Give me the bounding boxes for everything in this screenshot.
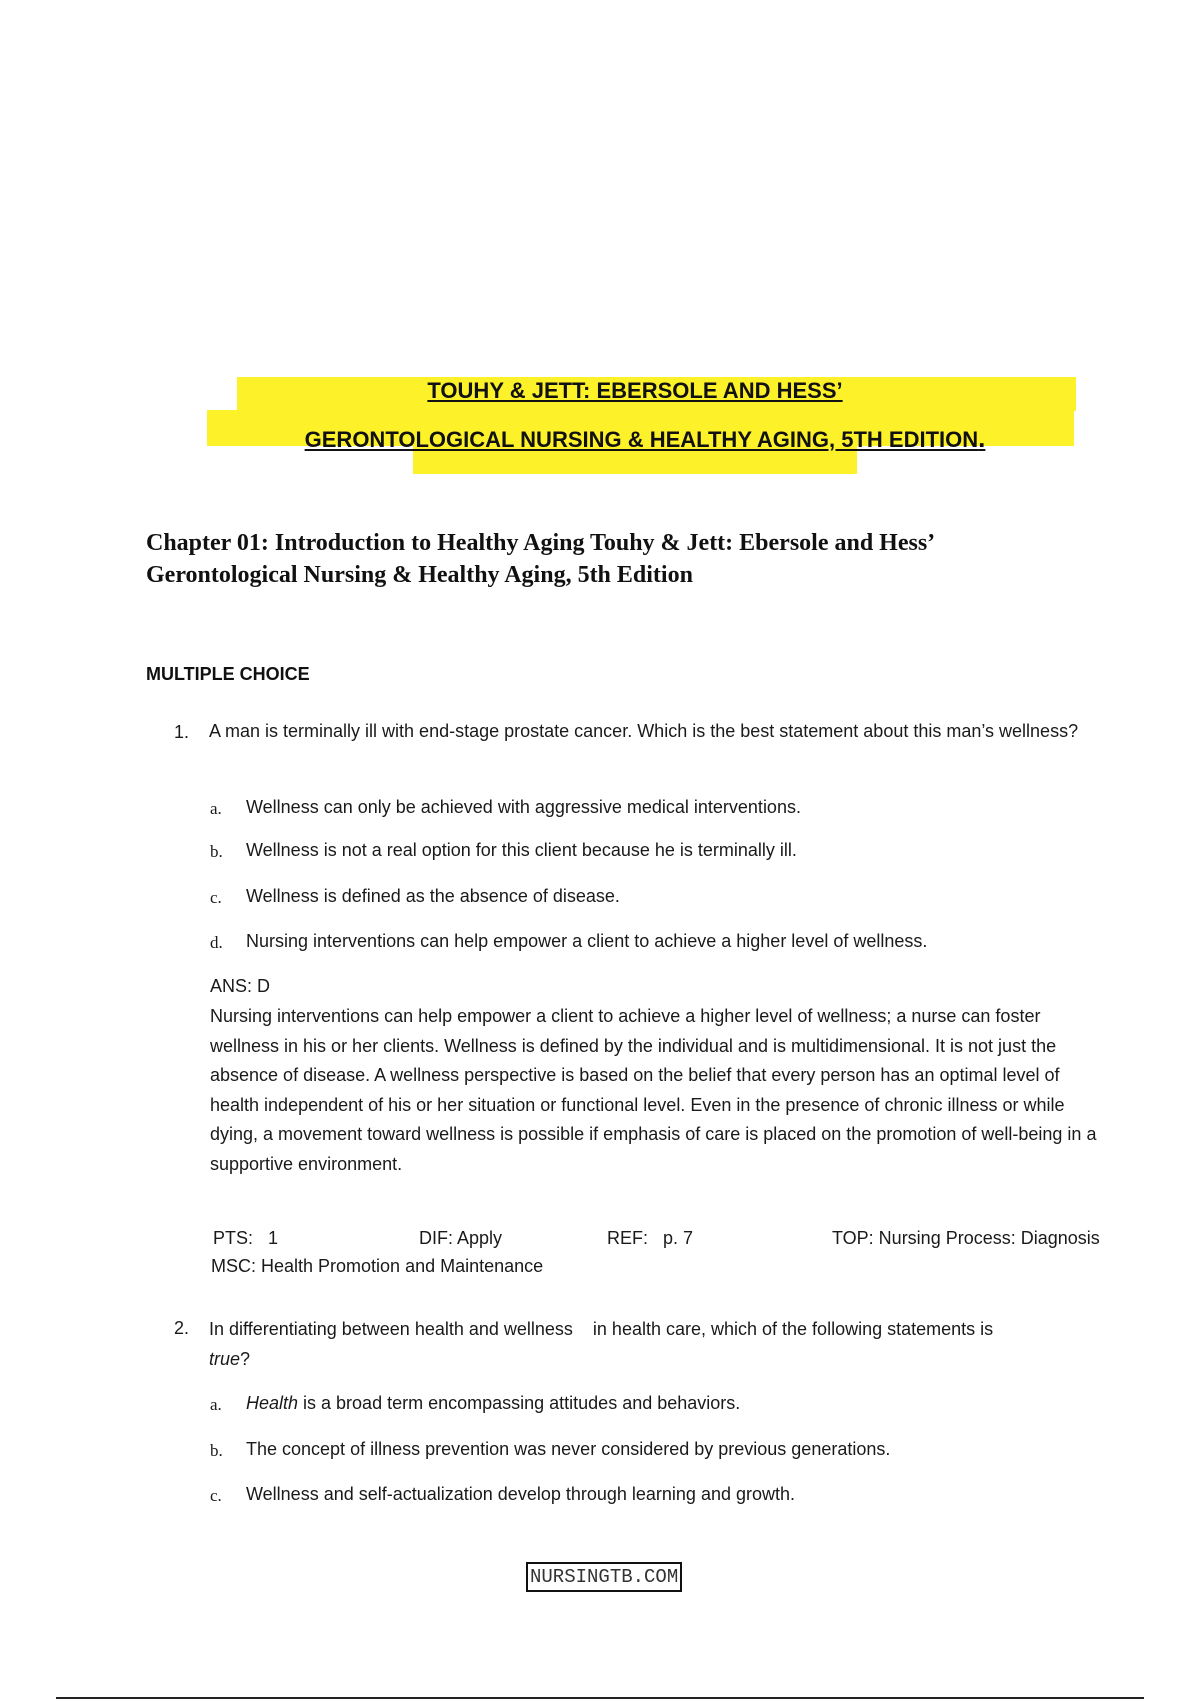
title-period: . <box>978 423 986 453</box>
option-letter: c. <box>210 888 222 907</box>
topic-value: TOP: Nursing Process: Diagnosis <box>832 1228 1100 1248</box>
option-text: Wellness can only be achieved with aggressive medical interventions. <box>246 797 801 817</box>
option-emphasis: Health <box>246 1393 299 1413</box>
option-letter: d. <box>210 933 223 952</box>
chapter-heading-line-2: Gerontological Nursing & Healthy Aging, 5th Edition <box>146 562 693 588</box>
footer-divider <box>56 1697 1144 1699</box>
section-heading: MULTIPLE CHOICE <box>146 664 310 684</box>
question-number: 1. <box>174 722 190 742</box>
option-text: Nursing interventions can help empower a client to achieve a higher level of wellness. <box>246 931 928 951</box>
question-text-end: ? <box>240 1349 251 1369</box>
option-letter: b. <box>210 842 223 861</box>
option-letter: a. <box>210 799 222 818</box>
option-text <box>246 1393 740 1414</box>
reference-value: REF: p. 7 <box>607 1228 694 1248</box>
question-text <box>209 1314 1129 1374</box>
option-text: Wellness is defined as the absence of disease. <box>246 886 620 906</box>
answer-rationale: Nursing interventions can help empower a client to achieve a higher level of wellness; a nurse can foster wellness in his or her clients. Wellness is defined by the individual and is multidimensional. It is not just the absence of disease. A wellness perspective is based on the belief that every person has an optimal level of health independent of his or her situation or functional level. Even in the presence of chronic illness or while dying, a movement toward wellness is possible if emphasis of care is placed on the promotion of well-being in a supportive environment. <box>210 1006 1097 1174</box>
watermark-label: NURSINGTB.COM <box>526 1562 682 1592</box>
question-number: 2. <box>174 1318 190 1338</box>
chapter-heading-line-1: Chapter 01: Introduction to Healthy Aging Touhy & Jett: Ebersole and Hess’ <box>146 530 936 556</box>
book-title-line-2 <box>0 423 1200 453</box>
option-text: Wellness and self-actualization develop through learning and growth. <box>246 1484 796 1504</box>
question-text-main: In differentiating between health and wellness in health care, which of the following statements is <box>209 1319 994 1339</box>
msc-value: MSC: Health Promotion and Maintenance <box>211 1256 544 1276</box>
option-letter: b. <box>210 1441 223 1460</box>
chapter-heading <box>146 527 1106 591</box>
answer-key: ANS: D <box>210 976 271 996</box>
book-title-line-1: TOUHY & JETT: EBERSOLE AND HESS’ <box>427 378 843 403</box>
option-letter: a. <box>210 1395 222 1414</box>
option-text: Wellness is not a real option for this client because he is terminally ill. <box>246 840 797 860</box>
question-text-emphasis: true <box>209 1349 241 1369</box>
book-title-text: GERONTOLOGICAL NURSING & HEALTHY AGING, 5TH EDITION <box>304 427 979 452</box>
difficulty-value: DIF: Apply <box>419 1228 503 1248</box>
option-text: The concept of illness prevention was never considered by previous generations. <box>246 1439 891 1459</box>
question-text: A man is terminally ill with end-stage prostate cancer. Which is the best statement about this man’s wellness? <box>209 721 1079 741</box>
option-letter: c. <box>210 1486 222 1505</box>
points-value: PTS: 1 <box>213 1228 279 1248</box>
option-text-rest: is a broad term encompassing attitudes and behaviors. <box>298 1393 741 1413</box>
